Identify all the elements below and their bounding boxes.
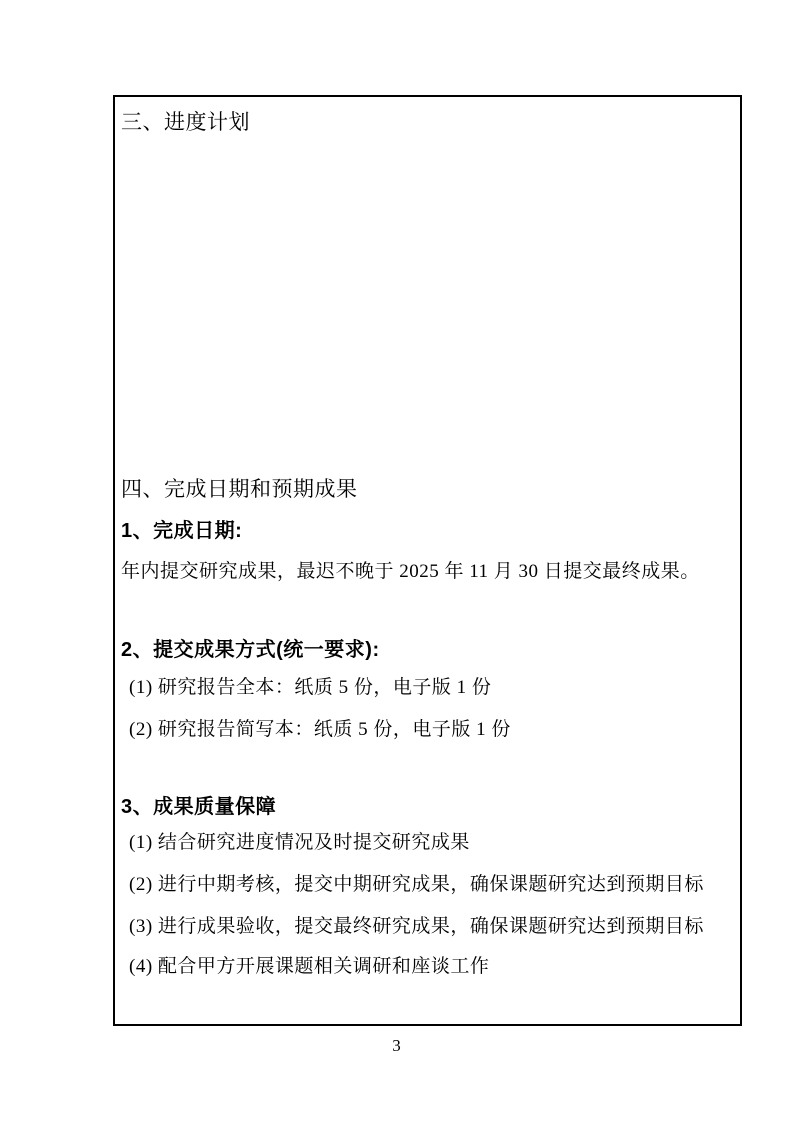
quality-item-3: (3) 进行成果验收，提交最终研究成果，确保课题研究达到预期目标 (129, 916, 704, 937)
quality-item-2: (2) 进行中期考核，提交中期研究成果，确保课题研究达到预期目标 (129, 874, 704, 895)
submission-item-2: (2) 研究报告简写本：纸质 5 份，电子版 1 份 (129, 719, 511, 740)
section-progress-heading: 三、进度计划 (121, 110, 250, 134)
quality-item-4: (4) 配合甲方开展课题相关调研和座谈工作 (129, 956, 490, 977)
page-number: 3 (392, 1036, 401, 1055)
section-completion-heading: 四、完成日期和预期成果 (121, 477, 358, 501)
completion-date-heading: 1、完成日期: (121, 520, 243, 542)
completion-date-body: 年内提交研究成果，最迟不晚于 2025 年 11 月 30 日提交最终成果。 (121, 561, 700, 582)
submission-method-heading: 2、提交成果方式(统一要求): (121, 639, 380, 661)
quality-assurance-heading: 3、成果质量保障 (121, 796, 277, 818)
document-table (113, 95, 742, 1026)
submission-item-1: (1) 研究报告全本：纸质 5 份，电子版 1 份 (129, 677, 492, 698)
quality-item-1: (1) 结合研究进度情况及时提交研究成果 (129, 832, 470, 853)
